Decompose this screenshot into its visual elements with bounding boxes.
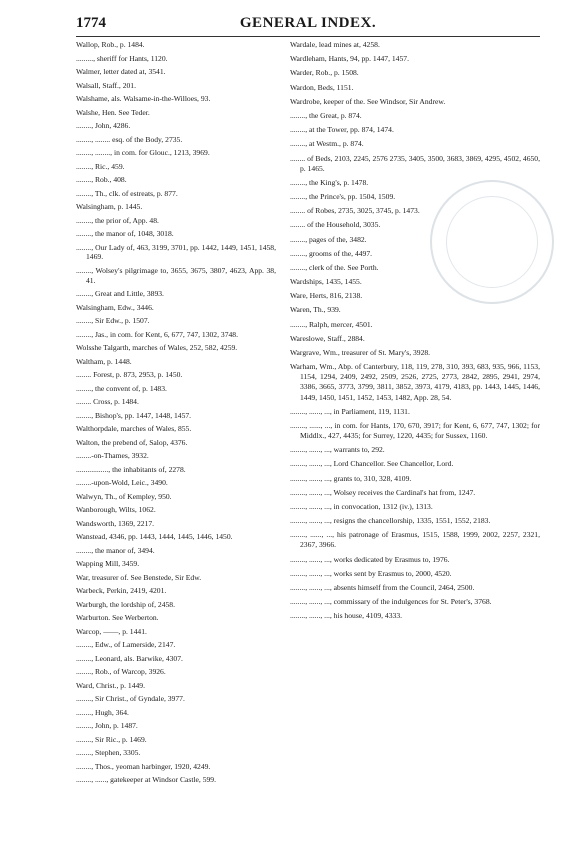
page-header	[76, 14, 540, 37]
index-entry: Warbeck, Perkin, 2419, 4201.	[76, 586, 167, 596]
index-entry: ........, grooms of the, 4497.	[290, 248, 373, 258]
index-entry: Warder, Rob., p. 1508.	[290, 68, 359, 78]
index-entry: ........, Bishop's, pp. 1447, 1448, 1457.	[76, 410, 192, 420]
index-entry: ........, ......, ..., commissary of the indulgences for St. Peter's, 3768.	[290, 597, 492, 607]
index-entry: ........, Hugh, 364.	[76, 707, 129, 717]
index-entry: ........, ......, ..., resigns the chancellorship, 1335, 1551, 1552, 2183.	[290, 516, 491, 526]
index-entry: Wandsworth, 1369, 2217.	[76, 518, 155, 528]
index-entry: ........, ......, ..., warrants to, 292.	[290, 445, 385, 455]
index-entry: Ware, Herts, 816, 2138.	[290, 291, 363, 301]
index-entry: Warburgh, the lordship of, 2458.	[76, 599, 176, 609]
index-entry: Wolsshe Talgarth, marches of Wales, 252, 582, 4259.	[76, 343, 238, 353]
index-entry: ........, Edw., of Lamerside, 2147.	[76, 640, 176, 650]
index-entry: Walsingham, p. 1445.	[76, 202, 143, 211]
index-entry: Wardleham, Hants, 94, pp. 1447, 1457.	[290, 54, 409, 64]
index-entry: Warburton. See Werberton.	[76, 613, 159, 623]
index-entry: Warcop, ——, p. 1441.	[76, 626, 147, 636]
index-entry: ................., the inhabitants of, 2278.	[76, 464, 186, 474]
index-entry: ........, ......, ..., in Parliament, 119, 1131.	[290, 406, 410, 416]
index-entry: ........, ......, ..., his house, 4109, 4333.	[290, 611, 403, 621]
index-entry: ........, Wolsey's pilgrimage to, 3655, 3675, 3807, 4623, App. 38, 41.	[76, 265, 276, 285]
page-title: GENERAL INDEX.	[239, 15, 377, 31]
index-entry: ........, ......, ..., in com. for Hants, 170, 670, 3917; for Kent, 6, 677, 747, 1302; for Middlx., 427, 4435; for Surrey, 1220, 4435; for Sussex, 1160.	[290, 420, 540, 440]
index-entry: ........, the manor of, 1048, 3018.	[76, 229, 174, 238]
index-entry: ........, Thos., yeoman harbinger, 1920, 4249.	[76, 761, 211, 771]
right-column	[290, 40, 540, 626]
left-column	[76, 40, 276, 789]
index-entry: ........, Ralph, mercer, 4501.	[290, 319, 373, 329]
index-entry: Wanborough, Wilts, 1062.	[76, 505, 156, 515]
index-entry: ........, ......, ..., Wolsey receives the Cardinal's hat from, 1247.	[290, 487, 476, 497]
index-entry: ........, ......, ..., his patronage of Erasmus, 1515, 1588, 1999, 2002, 2257, 2321, 2367, 3966.	[290, 530, 540, 550]
index-entry: ........., sheriff for Hants, 1120.	[76, 53, 168, 63]
index-entry: ........, ......, ..., Lord Chancellor. See Chancellor, Lord.	[290, 459, 454, 469]
index-entry: ........, ......, gatekeeper at Windsor Castle, 599.	[76, 775, 217, 785]
index-entry: ........ Forest, p. 873, 2953, p. 1450.	[76, 370, 183, 380]
index-entry: ........-on-Thames, 3932.	[76, 451, 149, 461]
index-entry: Ward, Christ., p. 1449.	[76, 680, 145, 690]
page-number: 1774	[76, 15, 106, 31]
index-entry: Walshe, Hen. See Teder.	[76, 107, 150, 117]
index-entry: ........, the prior of, App. 48.	[76, 215, 159, 225]
index-entry: Wardon, Beds, 1151.	[290, 82, 354, 92]
index-entry: ........, Sir Edw., p. 1507.	[76, 316, 150, 326]
index-entry: ........, ........ esq. of the Body, 2735.	[76, 134, 183, 144]
index-entry: Wargrave, Wm., treasurer of St. Mary's, 3928.	[290, 348, 431, 358]
index-entry: Walwyn, Th., of Kempley, 950.	[76, 491, 172, 501]
index-entry: Walton, the prebend of, Salop, 4376.	[76, 437, 188, 447]
index-entry: ........, John, 4286.	[76, 121, 131, 130]
index-entry: ........, Sir Ric., p. 1469.	[76, 734, 147, 744]
index-entry: Walthorpdale, marches of Wales, 855.	[76, 424, 192, 434]
index-entry: ........ Cross, p. 1484.	[76, 397, 139, 407]
index-entry: ........, ......, ..., in convocation, 1312 (iv.), 1313.	[290, 501, 433, 511]
index-entry: Wanstead, 4346, pp. 1443, 1444, 1445, 1446, 1450.	[76, 532, 233, 542]
index-entry: ........, Leonard, als. Barwike, 4307.	[76, 653, 183, 663]
index-entry: ........, Stephen, 3305.	[76, 748, 141, 758]
index-entry: ........, ......, ..., works sent by Erasmus to, 2000, 4520.	[290, 568, 452, 578]
index-entry: ........, pages of the, 3482.	[290, 234, 367, 244]
index-entry: Waren, Th., 939.	[290, 305, 341, 315]
index-entry: ........ of the Household, 3035.	[290, 220, 381, 230]
index-entry: ........, Rob., 408.	[76, 175, 127, 184]
index-entry: ........, Jas., in com. for Kent, 6, 677, 747, 1302, 3748.	[76, 329, 238, 339]
index-entry: Wardships, 1435, 1455.	[290, 277, 362, 287]
index-entry: ........, the manor of, 3494.	[76, 545, 155, 555]
index-entry: ........-upon-Wold, Leic., 3490.	[76, 478, 168, 488]
index-entry: ........, ......, ..., absents himself from the Council, 2464, 2500.	[290, 582, 475, 592]
index-entry: ........, Sir Christ., of Gyndale, 3977.	[76, 694, 185, 704]
index-entry: ........, the King's, p. 1478.	[290, 177, 369, 187]
index-entry: Walsingham, Edw., 3446.	[76, 302, 154, 312]
index-entry: Wallop, Rob., p. 1484.	[76, 40, 145, 49]
index-entry: Waltham, p. 1448.	[76, 356, 132, 366]
index-entry: ........, ......, ..., grants to, 310, 328, 4109.	[290, 473, 412, 483]
index-entry: Wardale, lead mines at, 4258.	[290, 40, 380, 49]
index-entry: ........ of Robes, 2735, 3025, 3745, p. 1473.	[290, 206, 420, 216]
index-entry: Walshame, als. Walsame-in-the-Willoes, 93.	[76, 94, 211, 103]
index-entry: ........, Our Lady of, 463, 3199, 3701, pp. 1442, 1449, 1451, 1458, 1469.	[76, 242, 276, 262]
index-entry: ........, Th., clk. of estreats, p. 877.	[76, 188, 178, 198]
index-entry: ........, Great and Little, 3893.	[76, 289, 164, 299]
index-entry: ........, Rob., of Warcop, 3926.	[76, 667, 166, 677]
index-entry: ........, John, p. 1487.	[76, 721, 138, 731]
index-entry: Wapping Mill, 3459.	[76, 559, 140, 569]
index-entry: Walsall, Staff., 201.	[76, 80, 136, 90]
index-entry: Wareslowe, Staff., 2884.	[290, 333, 365, 343]
index-entry: ........, the Great, p. 874.	[290, 110, 362, 120]
index-entry: ........, at the Tower, pp. 874, 1474.	[290, 125, 394, 135]
index-entry: ........, clerk of the. See Porth.	[290, 262, 379, 272]
index-entry: ........, ........, in com. for Glouc., 1213, 3969.	[76, 148, 210, 157]
index-entry: Wardrobe, keeper of the. See Windsor, Sir Andrew.	[290, 96, 446, 106]
index-entry: ........ of Beds, 2103, 2245, 2576 2735, 3405, 3500, 3683, 3869, 4295, 4502, 4650, p. 1465.	[290, 153, 540, 173]
index-entry: ........, the Prince's, pp. 1504, 1509.	[290, 191, 396, 201]
index-entry: ........, Ric., 459.	[76, 161, 125, 171]
index-entry: ........, at Westm., p. 874.	[290, 139, 364, 149]
index-entry: ........, the convent of, p. 1483.	[76, 383, 167, 393]
index-entry: War, treasurer of. See Benstede, Sir Edw.	[76, 572, 202, 582]
index-entry: Warham, Wm., Abp. of Canterbury, 118, 119, 278, 310, 393, 683, 935, 966, 1153, 1154, 1294, 2409, 2492, 2509, 2526, 2725, 2773, 2842, 2895, 2941, 2974, 3386, 3665, 3773, 3799, 3811, 3852, 3973, 4179, 4183, pp. 1443, 1445, 1446, 1449, 1450, 1451, 1452, 1453, 1482, App. 28, 54.	[290, 362, 540, 402]
index-entry: ........, ......, ..., works dedicated by Erasmus to, 1976.	[290, 554, 450, 564]
index-entry: Walmer, letter dated at, 3541.	[76, 67, 166, 76]
